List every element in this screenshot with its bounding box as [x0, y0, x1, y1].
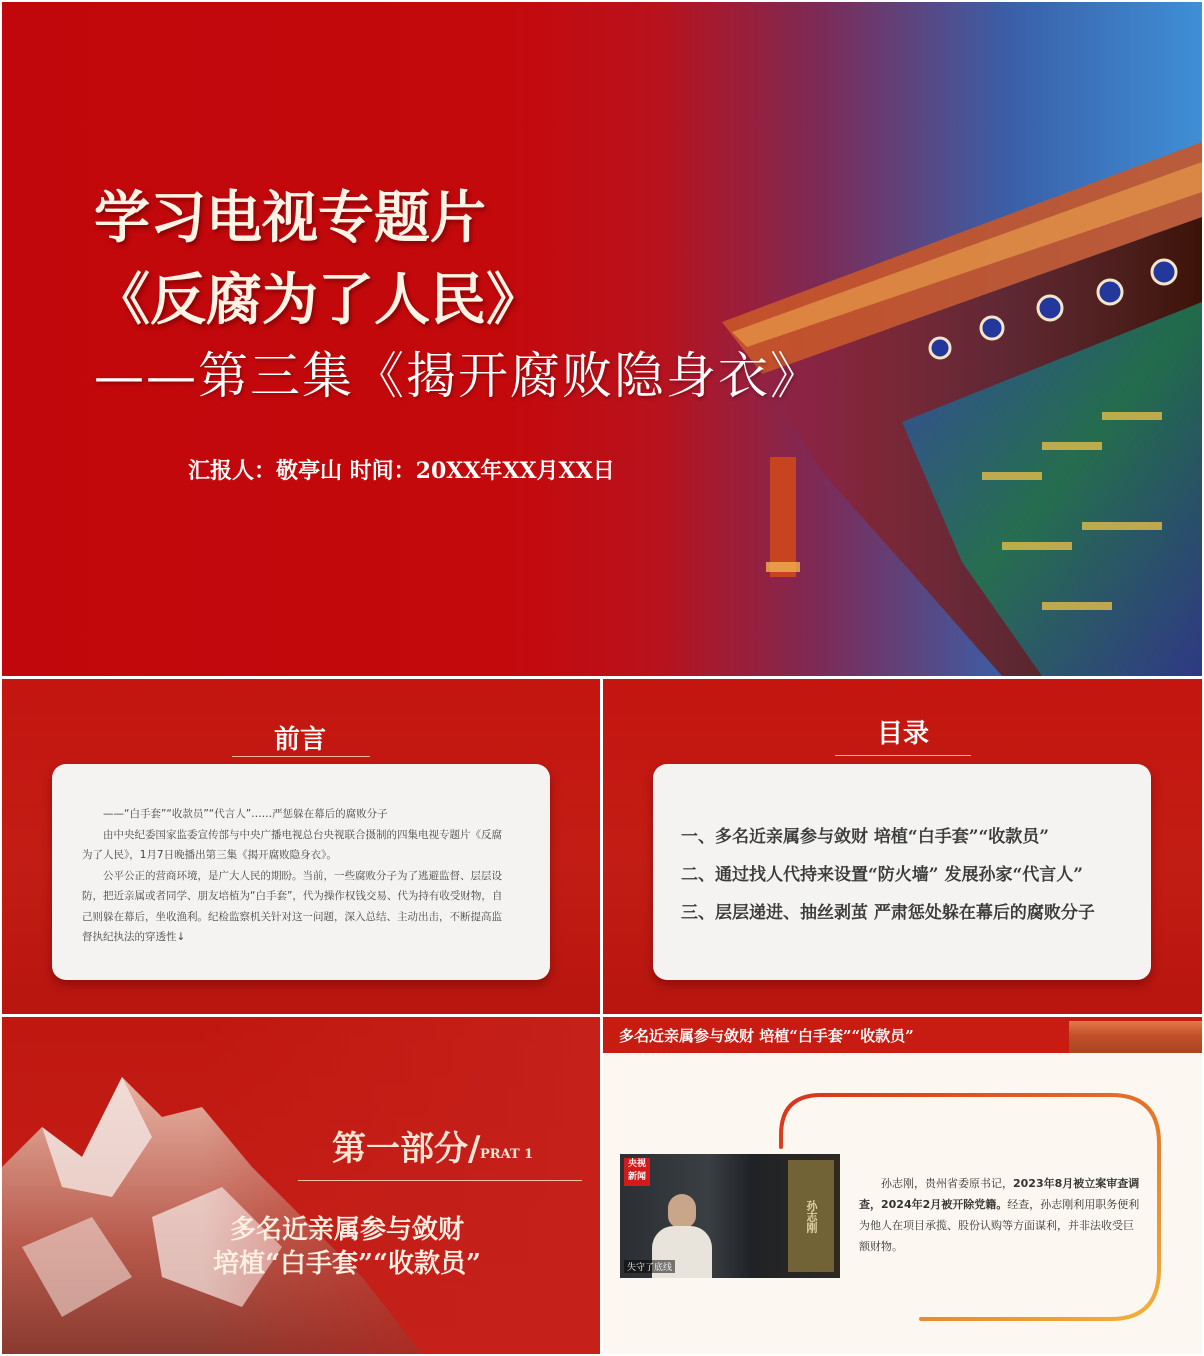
preface-heading-underline [232, 756, 370, 757]
preface-card [52, 764, 550, 980]
cover-title-line2: 《反腐为了人民》 [94, 267, 542, 333]
section-title-line1: 多名近亲属参与敛财 [229, 1215, 464, 1245]
bio-text-a: 孙志刚，贵州省委原书记， [881, 1177, 1013, 1190]
toc-item-3[interactable]: 三、层层递进、抽丝剥茧 严肃惩处躲在幕后的腐败分子 [681, 903, 1095, 923]
section-divider [298, 1180, 582, 1181]
preface-line-3: 公平公正的营商环境，是广大人民的期盼。当前，一些腐败分子为了逃避监督、层层设防，把近亲属或者同学、朋友培植为“白手套”，代为操作权钱交易、代为持有收受财物，自己则躲在幕后，坐收渔利。纪检监察机关针对这一问题，深入总结、主动出击，不断提高监督执纪执法的穿透性↓ [82, 869, 503, 943]
logo-text-top: 央视 [627, 1159, 646, 1169]
video-name-tag [788, 1160, 834, 1272]
section-number: 第一部分/ [332, 1129, 481, 1169]
section-title-line2: 培植“白手套”“收款员” [213, 1249, 481, 1279]
snow-mountain-image [2, 1017, 600, 1354]
toc-item-1[interactable]: 一、多名近亲属参与敛财 培植“白手套”“收款员” [681, 827, 1050, 847]
toc-heading-underline [835, 755, 971, 756]
cover-title-line1: 学习电视专题片 [94, 185, 486, 251]
video-name-tag-text: 孙志刚 [805, 1199, 818, 1233]
preface-heading: 前言 [274, 725, 327, 755]
preface-line-2: 由中央纪委国家监委宣传部与中央广播电视总台央视联合摄制的四集电视专题片《反腐为了人民》，1月7日晚播出第三集《揭开腐败隐身衣》。 [82, 828, 502, 861]
toc-list [681, 818, 1095, 932]
preface-line-1: ——“白手套”“收款员”“代言人”……严惩躲在幕后的腐败分子 [103, 808, 388, 820]
cover-slide [2, 2, 1202, 676]
toc-item-2[interactable]: 二、通过找人代持来设置“防火墙” 发展孙家“代言人” [681, 865, 1084, 885]
toc-slide [603, 679, 1202, 1014]
section-one-slide [2, 1017, 600, 1354]
reporter-info: 汇报人：敬亭山 时间：20XX年XX月XX日 [188, 458, 615, 484]
toc-heading: 目录 [877, 719, 930, 749]
news-video-frame[interactable] [620, 1154, 840, 1278]
slide-header-title: 多名近亲属参与敛财 培植“白手套”“收款员” [619, 1027, 914, 1045]
bio-text-c: 经查，孙志刚利用职务便利为他人在项目承揽、股份认购等方面谋利，并非法收受巨额财物。 [859, 1198, 1140, 1253]
logo-text-bottom: 新闻 [627, 1172, 646, 1182]
content-slide [603, 1017, 1202, 1354]
toc-card [653, 764, 1151, 980]
preface-text [82, 804, 512, 948]
bio-text [859, 1173, 1144, 1257]
section-number-en: PRAT 1 [480, 1147, 534, 1162]
section-title [182, 1213, 512, 1281]
video-caption: 失守了底线 [624, 1260, 675, 1273]
preface-slide [2, 679, 600, 1014]
cover-subtitle: ——第三集《揭开腐败隐身衣》 [94, 347, 822, 405]
bio-text-bold: 2023年8月被立案审查调查，2024年2月被开除党籍。 [859, 1177, 1140, 1211]
cctv-news-logo [624, 1158, 650, 1186]
